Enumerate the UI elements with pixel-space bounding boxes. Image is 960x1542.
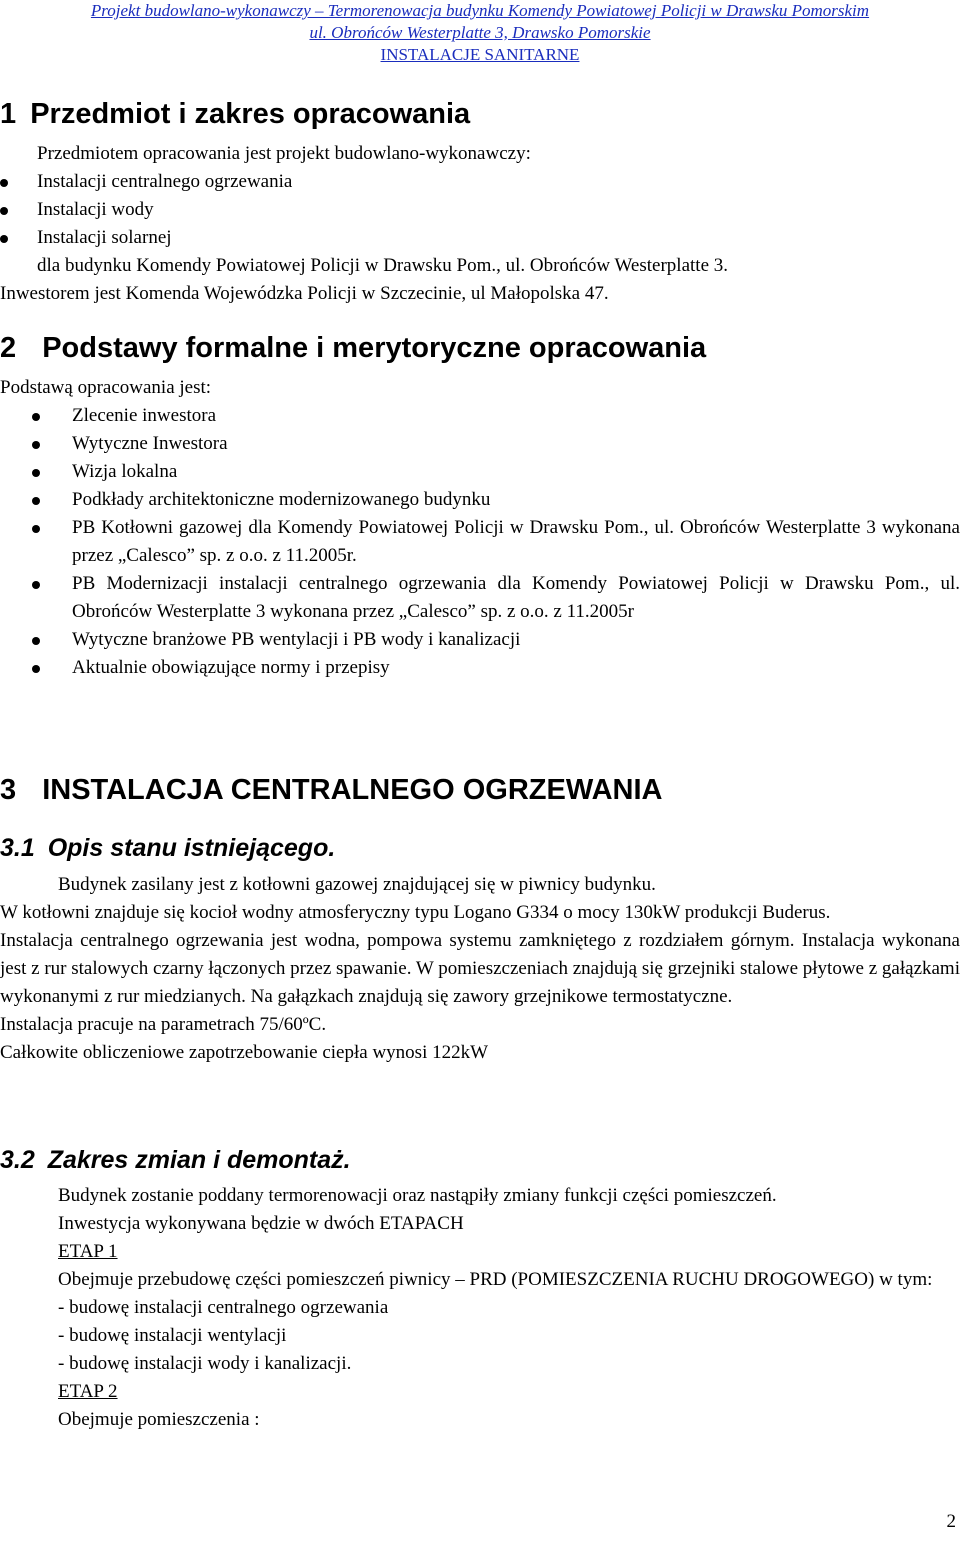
header-address: ul. Obrońców Westerplatte 3, Drawsko Pomorskie	[309, 23, 651, 42]
list-item: - budowę instalacji wentylacji	[58, 1325, 287, 1346]
section-2-heading	[0, 330, 706, 366]
list-item: Aktualnie obowiązujące normy i przepisy	[0, 654, 960, 682]
section-3-2-heading	[0, 1144, 351, 1176]
section-number: 1	[0, 98, 17, 130]
bullet-icon	[0, 207, 8, 215]
bullet-icon	[32, 665, 40, 673]
section-title: Zakres zmian i demontaż.	[47, 1146, 351, 1174]
section-title: Podstawy formalne i merytoryczne opracowania	[42, 332, 707, 364]
section-2-list	[0, 402, 960, 682]
list-item: PB Kotłowni gazowej dla Komendy Powiatowej Policji w Drawsku Pom., ul. Obrońców Westerplatte 3 wykonana przez „Calesco” sp. z o.o. z 11.2005r.	[0, 514, 960, 570]
investor-line: Inwestorem jest Komenda Wojewódzka Policji w Szczecinie, ul Małopolska 47.	[0, 283, 609, 304]
page-number: 2	[946, 1511, 956, 1532]
section-1-heading	[0, 96, 470, 132]
section-3-1-heading	[0, 832, 335, 864]
paragraph: Całkowite obliczeniowe zapotrzebowanie ciepła wynosi 122kW	[0, 1042, 489, 1063]
list-item: Wizja lokalna	[0, 458, 960, 486]
building-line: dla budynku Komendy Powiatowej Policji w Drawsku Pom., ul. Obrońców Westerplatte 3.	[37, 255, 729, 276]
list-item: Instalacji wody	[0, 196, 960, 224]
paragraph: Instalacja centralnego ogrzewania jest wodna, pompowa systemu zamkniętego z rozdziałem górnym. Instalacja wykonana jest z rur stalowych czarny łączonych przez spawanie. W pomieszczeniach znajdują się grzejniki stalowe płytowe z gałązkami wykonanymi z rur miedzianych. Na gałązkach znajdują się zawory grzejnikowe termostatyczne.	[0, 930, 960, 1007]
paragraph: Inwestycja wykonywana będzie w dwóch ETAPACH	[58, 1213, 464, 1234]
section-title: Przedmiot i zakres opracowania	[30, 98, 471, 130]
paragraph: Budynek zostanie poddany termorenowacji oraz nastąpiły zmiany funkcji części pomieszczeń.	[58, 1185, 777, 1206]
section-title: INSTALACJA CENTRALNEGO OGRZEWANIA	[42, 774, 663, 806]
section-3-heading	[0, 772, 662, 808]
list-item: - budowę instalacji centralnego ogrzewania	[58, 1297, 389, 1318]
bullet-icon	[32, 637, 40, 645]
bullet-icon	[32, 497, 40, 505]
list-item: PB Modernizacji instalacji centralnego ogrzewania dla Komendy Powiatowej Policji w Drawsku Pom., ul. Obrońców Westerplatte 3 wykonana przez „Calesco” sp. z o.o. z 11.2005r	[0, 570, 960, 626]
section-2-body	[0, 374, 960, 682]
bullet-icon	[32, 441, 40, 449]
bullet-icon	[32, 469, 40, 477]
paragraph: Obejmuje pomieszczenia :	[58, 1409, 260, 1430]
section-number: 3.1	[0, 834, 35, 862]
list-item: Instalacji solarnej	[0, 224, 960, 252]
list-item: - budowę instalacji wody i kanalizacji.	[58, 1353, 352, 1374]
running-header	[0, 0, 960, 66]
bullet-icon	[32, 413, 40, 421]
bullet-icon	[32, 581, 40, 589]
paragraph: Budynek zasilany jest z kotłowni gazowej znajdującej się w piwnicy budynku.	[58, 874, 656, 895]
list-item: Zlecenie inwestora	[0, 402, 960, 430]
bullet-icon	[0, 179, 8, 187]
bullet-icon	[32, 525, 40, 533]
etap-1-heading: ETAP 1	[58, 1241, 118, 1262]
header-discipline: INSTALACJE SANITARNE	[380, 45, 580, 64]
paragraph: Instalacja pracuje na parametrach 75/60ºC.	[0, 1014, 327, 1035]
paragraph: Obejmuje przebudowę części pomieszczeń piwnicy – PRD (POMIESZCZENIA RUCHU DROGOWEGO) w tym:	[58, 1269, 933, 1290]
section-number: 3.2	[0, 1146, 35, 1174]
bullet-icon	[0, 235, 8, 243]
section-number: 3	[0, 774, 17, 806]
list-item: Podkłady architektoniczne modernizowanego budynku	[0, 486, 960, 514]
section-1-body	[0, 140, 960, 308]
list-item: Instalacji centralnego ogrzewania	[0, 168, 960, 196]
section-1-intro: Przedmiotem opracowania jest projekt budowlano-wykonawczy:	[37, 143, 531, 164]
section-number: 2	[0, 332, 17, 364]
etap-2-heading: ETAP 2	[58, 1381, 118, 1402]
section-1-list	[0, 168, 960, 252]
list-item: Wytyczne Inwestora	[0, 430, 960, 458]
paragraph: W kotłowni znajduje się kocioł wodny atmosferyczny typu Logano G334 o mocy 130kW produkcji Buderus.	[0, 902, 831, 923]
section-3-1-body	[0, 871, 960, 1067]
section-2-intro: Podstawą opracowania jest:	[0, 377, 212, 398]
section-3-2-body	[58, 1182, 938, 1434]
list-item: Wytyczne branżowe PB wentylacji i PB wody i kanalizacji	[0, 626, 960, 654]
header-project-title: Projekt budowlano-wykonawczy – Termorenowacja budynku Komendy Powiatowej Policji w Drawsku Pomorskim	[90, 1, 870, 20]
section-title: Opis stanu istniejącego.	[47, 834, 336, 862]
